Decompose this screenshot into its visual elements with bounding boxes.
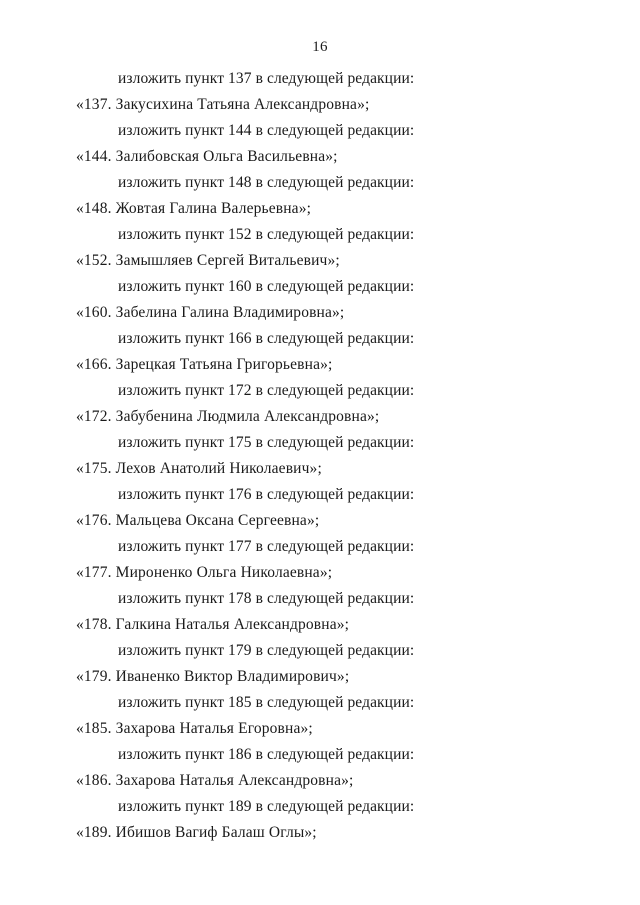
amendment-instruction: изложить пункт 166 в следующей редакции: bbox=[118, 330, 415, 347]
amendment-replacement: «185. Захарова Наталья Егоровна»; bbox=[76, 720, 313, 737]
amendment-item bbox=[0, 638, 640, 690]
amendment-item bbox=[0, 66, 640, 118]
amendment-item bbox=[0, 326, 640, 378]
page-number: 16 bbox=[312, 39, 328, 55]
amendment-replacement: «160. Забелина Галина Владимировна»; bbox=[76, 304, 345, 321]
amendment-replacement: «148. Жовтая Галина Валерьевна»; bbox=[76, 200, 312, 217]
amendment-item bbox=[0, 222, 640, 274]
amendment-instruction: изложить пункт 186 в следующей редакции: bbox=[118, 746, 415, 763]
amendment-replacement: «144. Залибовская Ольга Васильевна»; bbox=[76, 148, 338, 165]
amendment-instruction: изложить пункт 179 в следующей редакции: bbox=[118, 642, 415, 659]
amendment-instruction: изложить пункт 152 в следующей редакции: bbox=[118, 226, 415, 243]
amendment-instruction: изложить пункт 172 в следующей редакции: bbox=[118, 382, 415, 399]
amendment-replacement: «189. Ибишов Вагиф Балаш Оглы»; bbox=[76, 824, 317, 841]
amendment-replacement: «175. Лехов Анатолий Николаевич»; bbox=[76, 460, 322, 477]
amendment-item bbox=[0, 430, 640, 482]
amendment-item bbox=[0, 690, 640, 742]
amendment-instruction: изложить пункт 175 в следующей редакции: bbox=[118, 434, 415, 451]
amendment-replacement: «179. Иваненко Виктор Владимирович»; bbox=[76, 668, 350, 685]
amendment-instruction: изложить пункт 178 в следующей редакции: bbox=[118, 590, 415, 607]
amendment-instruction: изложить пункт 144 в следующей редакции: bbox=[118, 122, 415, 139]
amendment-replacement: «166. Зарецкая Татьяна Григорьевна»; bbox=[76, 356, 333, 373]
amendment-item bbox=[0, 378, 640, 430]
amendment-replacement: «152. Замышляев Сергей Витальевич»; bbox=[76, 252, 340, 269]
amendment-item bbox=[0, 534, 640, 586]
amendment-replacement: «178. Галкина Наталья Александровна»; bbox=[76, 616, 350, 633]
amendment-replacement: «176. Мальцева Оксана Сергеевна»; bbox=[76, 512, 320, 529]
amendment-replacement: «177. Мироненко Ольга Николаевна»; bbox=[76, 564, 333, 581]
amendment-instruction: изложить пункт 189 в следующей редакции: bbox=[118, 798, 415, 815]
amendment-replacement: «186. Захарова Наталья Александровна»; bbox=[76, 772, 354, 789]
amendment-item bbox=[0, 170, 640, 222]
amendment-instruction: изложить пункт 185 в следующей редакции: bbox=[118, 694, 415, 711]
amendment-instruction: изложить пункт 176 в следующей редакции: bbox=[118, 486, 415, 503]
amendment-item bbox=[0, 742, 640, 794]
amendment-replacement: «137. Закусихина Татьяна Александровна»; bbox=[76, 96, 370, 113]
amendment-instruction: изложить пункт 137 в следующей редакции: bbox=[118, 70, 415, 87]
amendment-item bbox=[0, 794, 640, 846]
amendment-item bbox=[0, 118, 640, 170]
amendment-list bbox=[0, 66, 640, 846]
amendment-instruction: изложить пункт 160 в следующей редакции: bbox=[118, 278, 415, 295]
amendment-replacement: «172. Забубенина Людмила Александровна»; bbox=[76, 408, 380, 425]
amendment-item bbox=[0, 586, 640, 638]
amendment-instruction: изложить пункт 177 в следующей редакции: bbox=[118, 538, 415, 555]
amendment-item bbox=[0, 482, 640, 534]
amendment-instruction: изложить пункт 148 в следующей редакции: bbox=[118, 174, 415, 191]
amendment-item bbox=[0, 274, 640, 326]
